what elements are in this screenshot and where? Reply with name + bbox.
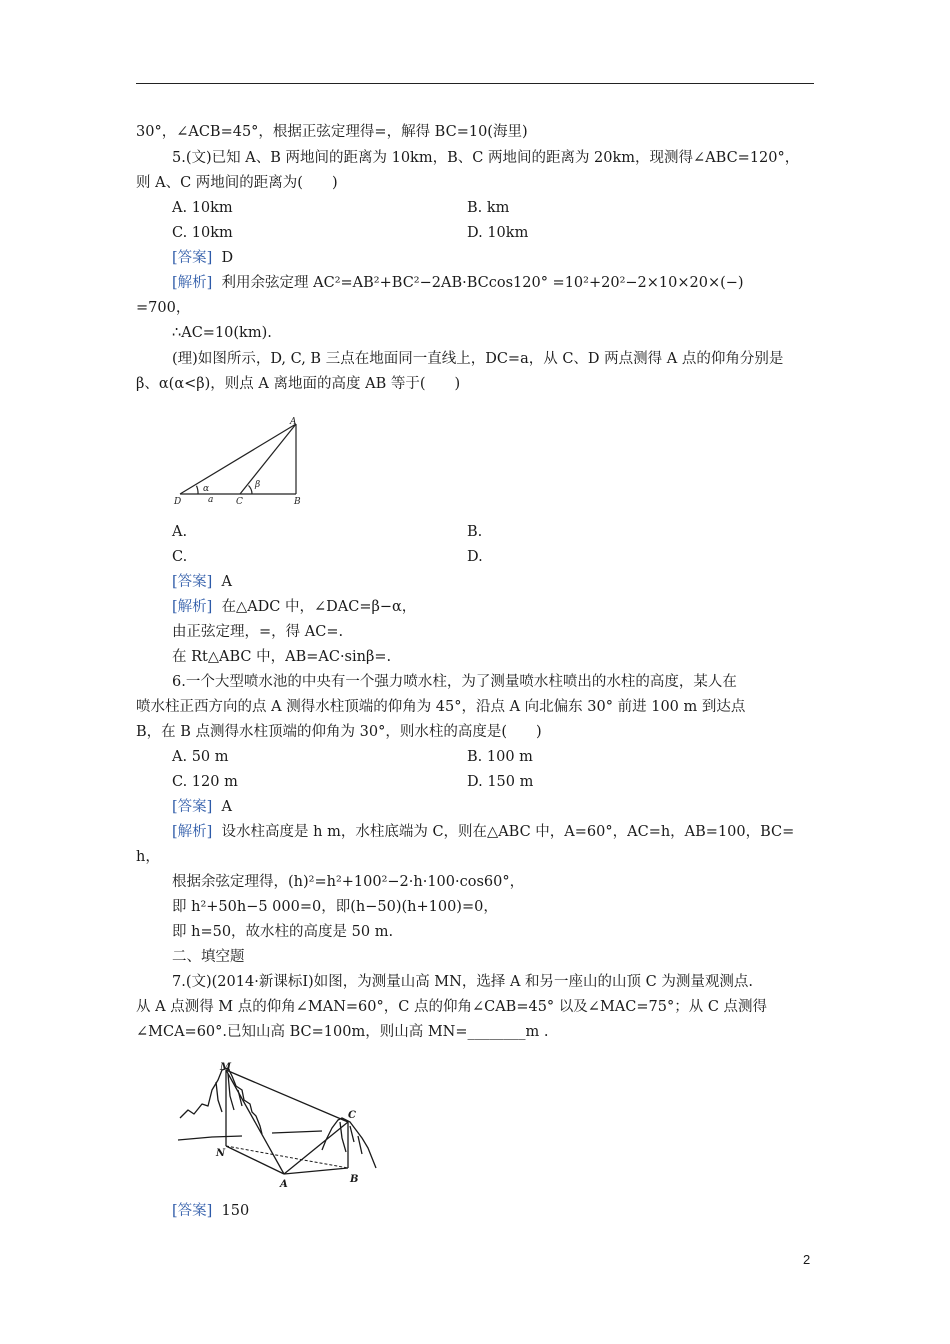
answer-tag: [答案] [172, 1203, 213, 1219]
text-line: 即 h²+50h−5 000=0，即(h−50)(h+100)=0， [172, 899, 498, 915]
option-a: A. [172, 524, 188, 540]
option-b: B. km [467, 200, 510, 216]
analysis-text: 设水柱高度是 h m，水柱底端为 C，则在△ABC 中，A=60°，AC=h，AB=100，BC= [221, 824, 795, 840]
answer-line [172, 797, 232, 817]
label-c: C [236, 497, 243, 507]
mountain-figure [172, 1060, 382, 1190]
analysis-tag: [解析] [172, 275, 213, 291]
analysis-line [172, 822, 794, 842]
question-5-li-stem: (理)如图所示，D, C, B 三点在地面同一直线上，DC=a，从 C、D 两点测得 A 点的仰角分别是 [172, 351, 784, 367]
option-a: A. 50 m [172, 749, 229, 765]
answer-tag: [答案] [172, 250, 213, 266]
analysis-line [172, 597, 416, 617]
label-n: N [216, 1148, 226, 1159]
triangle-figure [170, 412, 310, 507]
label-b: B [350, 1174, 359, 1185]
option-d: D. [467, 549, 483, 565]
text-line: 30°，∠ACB=45°，根据正弦定理得=，解得 BC=10(海里) [136, 124, 528, 140]
text-line: h， [136, 849, 160, 865]
text-line: β、α(α<β)，则点 A 离地面的高度 AB 等于( ) [136, 376, 461, 392]
option-d: D. 10km [467, 225, 529, 241]
option-c: C. [172, 549, 188, 565]
analysis-text: 利用余弦定理 AC²=AB²+BC²−2AB·BCcos120° =10²+20²−2×10×20×(−) [221, 275, 744, 291]
option-c: C. 10km [172, 225, 233, 241]
analysis-tag: [解析] [172, 599, 213, 615]
text-line: 在 Rt△ABC 中，AB=AC·sinβ=. [172, 649, 392, 665]
answer-value: A [221, 574, 233, 590]
question-7-stem: 7.(文)(2014·新课标Ⅰ)如图，为测量山高 MN，选择 A 和另一座山的山顶 C 为测量观测点. [172, 974, 753, 990]
question-6-stem: 6.一个大型喷水池的中央有一个强力喷水柱，为了测量喷水柱喷出的水柱的高度，某人在 [172, 674, 737, 690]
label-c: C [348, 1110, 356, 1121]
option-b: B. 100 m [467, 749, 533, 765]
text-line: B，在 B 点测得水柱顶端的仰角为 30°，则水柱的高度是( ) [136, 724, 542, 740]
label-b: B [294, 497, 301, 507]
label-alpha: α [203, 484, 210, 494]
answer-line [172, 248, 233, 268]
label-seg-a: a [208, 495, 214, 505]
answer-tag: [答案] [172, 799, 213, 815]
option-a: A. 10km [172, 200, 233, 216]
label-beta: β [255, 480, 261, 490]
text-line: =700， [136, 300, 191, 316]
text-line: ∴AC=10(km). [172, 325, 272, 341]
text-line: 则 A、C 两地间的距离为( ) [136, 175, 338, 191]
text-line: ∠MCA=60°.已知山高 BC=100m，则山高 MN=________m . [136, 1024, 549, 1040]
text-line: 即 h=50，故水柱的高度是 50 m. [172, 924, 394, 940]
answer-value: A [221, 799, 233, 815]
label-m: M [220, 1062, 232, 1073]
text-line: 根据余弦定理得，(h)²=h²+100²−2·h·100·cos60°， [172, 874, 525, 890]
answer-value: D [221, 250, 234, 266]
option-d: D. 150 m [467, 774, 534, 790]
label-d: D [174, 497, 182, 507]
analysis-tag: [解析] [172, 824, 213, 840]
header-rule [136, 83, 814, 84]
answer-line [172, 572, 232, 592]
answer-tag: [答案] [172, 574, 213, 590]
option-b: B. [467, 524, 483, 540]
text-line: 喷水柱正西方向的点 A 测得水柱顶端的仰角为 45°，沿点 A 向北偏东 30° 前进 100 m 到达点 [136, 699, 746, 715]
analysis-line [172, 273, 744, 293]
label-a: A [290, 417, 297, 427]
option-c: C. 120 m [172, 774, 238, 790]
section-heading: 二、填空题 [172, 949, 245, 965]
text-line: 从 A 点测得 M 点的仰角∠MAN=60°，C 点的仰角∠CAB=45° 以及∠MAC=75°；从 C 点测得 [136, 999, 768, 1015]
analysis-text: 在△ADC 中，∠DAC=β−α， [221, 599, 417, 615]
answer-value: 150 [221, 1203, 250, 1219]
text-line: 由正弦定理，=，得 AC=. [172, 624, 344, 640]
label-a: A [280, 1179, 288, 1190]
page-number: 2 [803, 1252, 811, 1267]
question-5-stem: 5.(文)已知 A、B 两地间的距离为 10km，B、C 两地间的距离为 20km，现测得∠ABC=120°， [172, 150, 800, 166]
answer-line [172, 1201, 249, 1221]
